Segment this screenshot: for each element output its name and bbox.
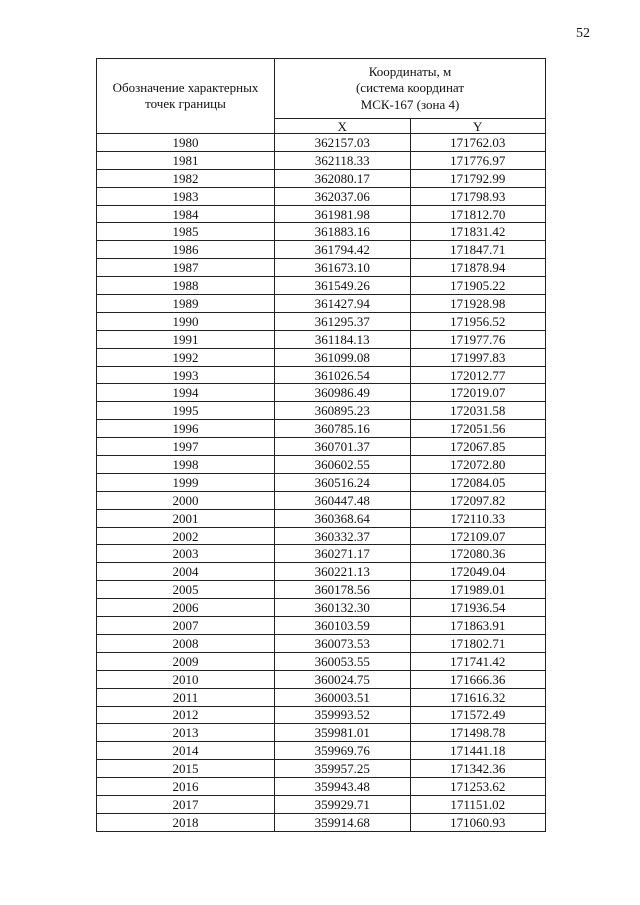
point-id-cell: 2005 (97, 581, 275, 599)
point-id-cell: 2007 (97, 617, 275, 635)
point-id-cell: 1989 (97, 295, 275, 313)
y-cell: 171792.99 (410, 169, 546, 187)
table-row (97, 277, 546, 295)
x-cell: 361295.37 (275, 312, 411, 330)
x-cell: 361981.98 (275, 205, 411, 223)
x-cell: 360132.30 (275, 599, 411, 617)
point-id-cell: 1980 (97, 134, 275, 152)
table-row (97, 706, 546, 724)
table-row (97, 438, 546, 456)
table-row (97, 312, 546, 330)
y-cell: 172031.58 (410, 402, 546, 420)
point-id-cell: 1987 (97, 259, 275, 277)
point-id-cell: 1985 (97, 223, 275, 241)
x-cell: 360221.13 (275, 563, 411, 581)
point-id-cell: 2014 (97, 742, 275, 760)
point-id-cell: 2001 (97, 509, 275, 527)
point-id-cell: 2017 (97, 795, 275, 813)
y-cell: 172080.36 (410, 545, 546, 563)
point-id-cell: 2011 (97, 688, 275, 706)
table-row (97, 241, 546, 259)
y-cell: 171498.78 (410, 724, 546, 742)
table-row (97, 742, 546, 760)
y-cell: 171762.03 (410, 134, 546, 152)
y-cell: 172072.80 (410, 456, 546, 474)
point-label-header: Обозначение характерных точек границы (97, 59, 275, 134)
page-number: 52 (576, 26, 590, 41)
y-cell: 171812.70 (410, 205, 546, 223)
x-cell: 360447.48 (275, 491, 411, 509)
y-cell: 171342.36 (410, 760, 546, 778)
y-cell: 172049.04 (410, 563, 546, 581)
table-row (97, 778, 546, 796)
y-cell: 171936.54 (410, 599, 546, 617)
x-cell: 360895.23 (275, 402, 411, 420)
table-header (97, 59, 546, 134)
y-cell: 171997.83 (410, 348, 546, 366)
table-row (97, 599, 546, 617)
table-row (97, 634, 546, 652)
table-row (97, 223, 546, 241)
coordinates-table (96, 58, 546, 832)
table-row (97, 384, 546, 402)
x-cell: 362080.17 (275, 169, 411, 187)
y-cell: 171928.98 (410, 295, 546, 313)
x-header: X (275, 119, 411, 134)
table-row (97, 760, 546, 778)
table-row (97, 134, 546, 152)
x-cell: 362037.06 (275, 187, 411, 205)
table-row (97, 527, 546, 545)
y-cell: 172019.07 (410, 384, 546, 402)
point-id-cell: 1982 (97, 169, 275, 187)
table-row (97, 205, 546, 223)
table-row (97, 509, 546, 527)
x-cell: 360073.53 (275, 634, 411, 652)
coordinates-header-line: МСК-167 (зона 4) (360, 96, 460, 112)
y-cell: 171989.01 (410, 581, 546, 599)
y-cell: 171151.02 (410, 795, 546, 813)
table-row (97, 724, 546, 742)
point-id-cell: 2009 (97, 652, 275, 670)
table-row (97, 652, 546, 670)
x-cell: 361099.08 (275, 348, 411, 366)
point-id-cell: 1990 (97, 312, 275, 330)
y-cell: 171831.42 (410, 223, 546, 241)
x-cell: 360053.55 (275, 652, 411, 670)
y-cell: 172012.77 (410, 366, 546, 384)
table-body (97, 134, 546, 832)
point-id-cell: 2000 (97, 491, 275, 509)
y-cell: 171863.91 (410, 617, 546, 635)
point-id-cell: 1996 (97, 420, 275, 438)
table-row (97, 563, 546, 581)
x-cell: 360003.51 (275, 688, 411, 706)
y-cell: 171798.93 (410, 187, 546, 205)
table-row (97, 670, 546, 688)
x-cell: 359981.01 (275, 724, 411, 742)
point-id-cell: 1994 (97, 384, 275, 402)
y-cell: 171878.94 (410, 259, 546, 277)
y-cell: 171666.36 (410, 670, 546, 688)
table-row (97, 545, 546, 563)
table-row (97, 581, 546, 599)
point-id-cell: 2018 (97, 813, 275, 831)
y-cell: 171616.32 (410, 688, 546, 706)
x-cell: 360701.37 (275, 438, 411, 456)
x-cell: 361026.54 (275, 366, 411, 384)
y-cell: 172051.56 (410, 420, 546, 438)
x-cell: 359929.71 (275, 795, 411, 813)
x-cell: 360602.55 (275, 456, 411, 474)
point-id-cell: 1998 (97, 456, 275, 474)
table-row (97, 813, 546, 831)
coordinates-header-line: Координаты, м (368, 64, 452, 80)
y-cell: 171572.49 (410, 706, 546, 724)
x-cell: 362118.33 (275, 151, 411, 169)
x-cell: 359914.68 (275, 813, 411, 831)
y-cell: 172084.05 (410, 473, 546, 491)
table-row (97, 491, 546, 509)
x-cell: 360178.56 (275, 581, 411, 599)
y-cell: 171441.18 (410, 742, 546, 760)
point-id-cell: 1999 (97, 473, 275, 491)
table-row (97, 795, 546, 813)
x-cell: 362157.03 (275, 134, 411, 152)
table-row (97, 169, 546, 187)
point-id-cell: 2002 (97, 527, 275, 545)
table-row (97, 473, 546, 491)
y-cell: 171977.76 (410, 330, 546, 348)
y-cell: 172067.85 (410, 438, 546, 456)
y-cell: 171802.71 (410, 634, 546, 652)
y-cell: 171253.62 (410, 778, 546, 796)
point-id-cell: 1997 (97, 438, 275, 456)
table-row (97, 295, 546, 313)
x-cell: 360785.16 (275, 420, 411, 438)
x-cell: 359993.52 (275, 706, 411, 724)
table-row (97, 456, 546, 474)
x-cell: 360986.49 (275, 384, 411, 402)
coordinates-header-line: (система координат (355, 80, 465, 96)
point-id-cell: 1991 (97, 330, 275, 348)
y-cell: 171847.71 (410, 241, 546, 259)
table-row (97, 330, 546, 348)
y-cell: 172109.07 (410, 527, 546, 545)
x-cell: 361794.42 (275, 241, 411, 259)
table-row (97, 366, 546, 384)
x-cell: 361184.13 (275, 330, 411, 348)
y-cell: 171956.52 (410, 312, 546, 330)
table-row (97, 151, 546, 169)
point-id-cell: 2010 (97, 670, 275, 688)
x-cell: 361427.94 (275, 295, 411, 313)
table-row (97, 617, 546, 635)
point-id-cell: 2013 (97, 724, 275, 742)
point-id-cell: 2016 (97, 778, 275, 796)
x-cell: 360516.24 (275, 473, 411, 491)
point-id-cell: 1988 (97, 277, 275, 295)
y-cell: 172097.82 (410, 491, 546, 509)
point-id-cell: 2006 (97, 599, 275, 617)
x-cell: 360271.17 (275, 545, 411, 563)
point-id-cell: 2008 (97, 634, 275, 652)
y-cell: 171741.42 (410, 652, 546, 670)
point-id-cell: 1981 (97, 151, 275, 169)
x-cell: 360332.37 (275, 527, 411, 545)
point-id-cell: 2015 (97, 760, 275, 778)
header-row (97, 59, 546, 119)
coordinates-header (275, 59, 546, 119)
point-id-cell: 2003 (97, 545, 275, 563)
point-id-cell: 1995 (97, 402, 275, 420)
x-cell: 359969.76 (275, 742, 411, 760)
table-row (97, 187, 546, 205)
y-header: Y (410, 119, 546, 134)
y-cell: 172110.33 (410, 509, 546, 527)
table-row (97, 688, 546, 706)
x-cell: 360024.75 (275, 670, 411, 688)
x-cell: 360368.64 (275, 509, 411, 527)
x-cell: 359943.48 (275, 778, 411, 796)
point-id-cell: 1986 (97, 241, 275, 259)
point-id-cell: 2004 (97, 563, 275, 581)
point-id-cell: 1992 (97, 348, 275, 366)
x-cell: 360103.59 (275, 617, 411, 635)
y-cell: 171060.93 (410, 813, 546, 831)
point-id-cell: 1993 (97, 366, 275, 384)
x-cell: 359957.25 (275, 760, 411, 778)
x-cell: 361549.26 (275, 277, 411, 295)
point-id-cell: 2012 (97, 706, 275, 724)
y-cell: 171776.97 (410, 151, 546, 169)
table-row (97, 420, 546, 438)
x-cell: 361673.10 (275, 259, 411, 277)
point-id-cell: 1983 (97, 187, 275, 205)
x-cell: 361883.16 (275, 223, 411, 241)
table-row (97, 259, 546, 277)
y-cell: 171905.22 (410, 277, 546, 295)
table-row (97, 402, 546, 420)
table-row (97, 348, 546, 366)
point-id-cell: 1984 (97, 205, 275, 223)
